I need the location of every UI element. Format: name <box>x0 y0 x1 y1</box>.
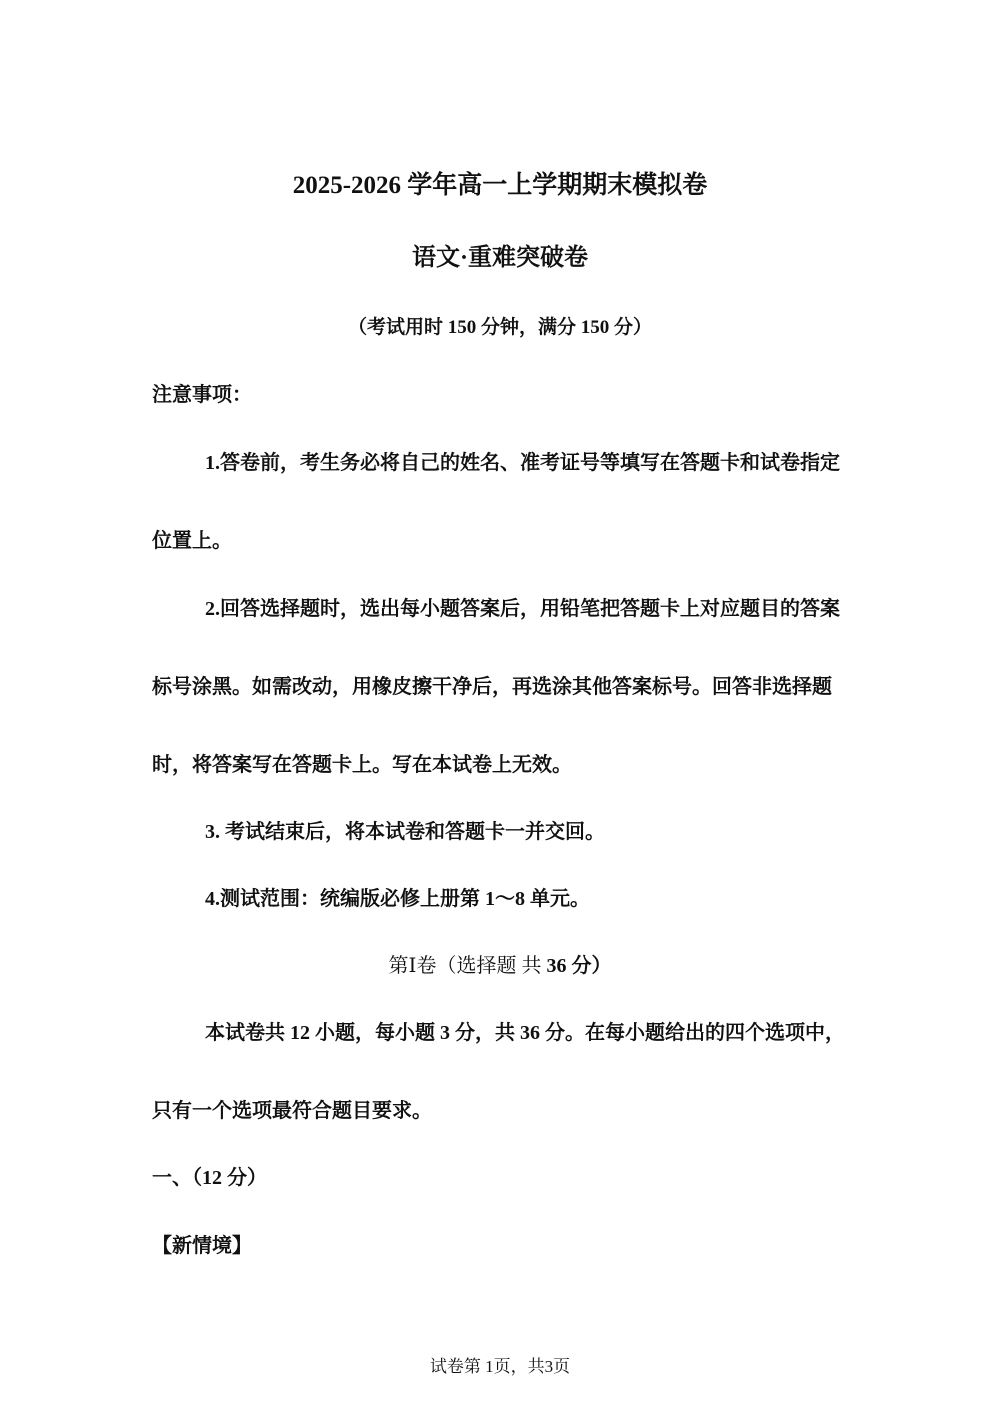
notice-1-line-1: 1.答卷前，考生务必将自己的姓名、准考证号等填写在答题卡和试卷指定 <box>205 452 840 474</box>
part1-heading-score: 36 分） <box>546 955 612 977</box>
notice-heading: 注意事项： <box>152 384 252 406</box>
new-context-tag: 【新情境】 <box>152 1235 252 1257</box>
notice-3-line-1: 3. 考试结束后，将本试卷和答题卡一并交回。 <box>205 821 605 843</box>
page-footer: 试卷第 1页，共3页 <box>429 1357 571 1376</box>
exam-time-score: （考试用时 150 分钟，满分 150 分） <box>347 317 652 338</box>
exam-subtitle: 语文·重难突破卷 <box>411 245 588 271</box>
part1-heading <box>0 954 1000 978</box>
part1-intro-line-2: 只有一个选项最符合题目要求。 <box>152 1100 432 1122</box>
notice-4-line-1: 4.测试范围：统编版必修上册第 1～8 单元。 <box>205 888 590 910</box>
notice-1-line-2: 位置上。 <box>152 530 232 552</box>
notice-2-line-2: 标号涂黑。如需改动，用橡皮擦干净后，再选涂其他答案标号。回答非选择题 <box>152 676 832 698</box>
part1-intro-line-1: 本试卷共 12 小题，每小题 3 分，共 36 分。在每小题给出的四个选项中， <box>205 1022 845 1044</box>
notice-2-line-1: 2.回答选择题时，选出每小题答案后，用铅笔把答题卡上对应题目的答案 <box>205 598 840 620</box>
section-1-heading: 一、（12 分） <box>152 1167 267 1189</box>
exam-title: 2025-2026 学年高一上学期期末模拟卷 <box>292 172 708 199</box>
notice-2-line-3: 时，将答案写在答题卡上。写在本试卷上无效。 <box>152 754 572 776</box>
part1-heading-prefix: 第Ⅰ卷（选择题 共 <box>388 955 547 977</box>
